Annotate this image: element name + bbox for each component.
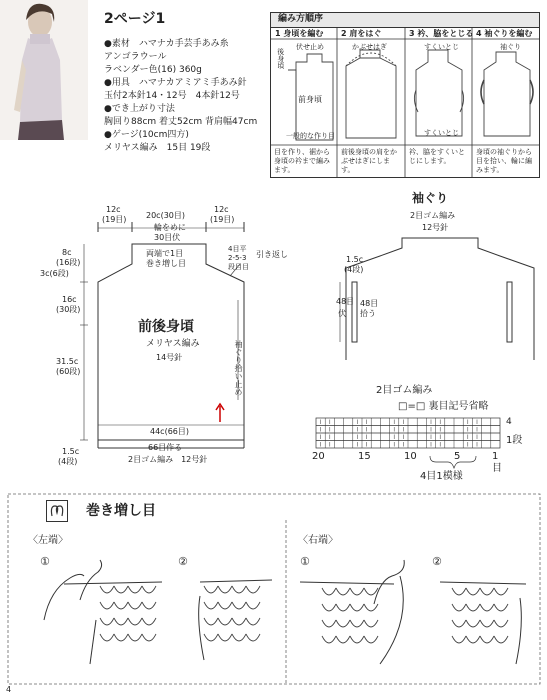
armhole-inner-2: 拾う xyxy=(360,309,376,318)
stitch-loop xyxy=(114,618,128,625)
stitch-loop xyxy=(232,602,246,609)
stitch-loop xyxy=(100,586,114,593)
finished-label: ●でき上がり寸法 xyxy=(104,104,175,114)
stitch-loop xyxy=(364,588,378,595)
rib-col-15: 15 xyxy=(358,451,371,462)
top-width-left: 12c xyxy=(106,205,121,214)
stitch-loop xyxy=(128,618,142,625)
rib-col-suffix: 目 xyxy=(492,463,502,474)
stitch-loop xyxy=(232,634,246,641)
rib-col-10: 10 xyxy=(404,451,417,462)
stitch-loop xyxy=(100,602,114,609)
dim-3c: 3c(6段) xyxy=(40,269,69,278)
stitch-loop xyxy=(128,602,142,609)
materials-label: ●素材 ハマナカ手芸手あみ糸 xyxy=(104,39,229,49)
step-3-caption: 衿、脇をすくいとじにします。 xyxy=(409,148,465,165)
dim-60-rows: (60段) xyxy=(56,367,81,376)
right-step-2: ② xyxy=(432,555,442,568)
stitch-loop xyxy=(204,634,218,641)
left-heading: 〈左端〉 xyxy=(28,535,68,546)
stitch-loop xyxy=(364,604,378,611)
armhole-needle: 12号針 xyxy=(422,223,449,232)
neck-cast-2: 巻き増し目 xyxy=(146,259,186,268)
step-3-title: 3 衿、脇をとじる xyxy=(409,29,474,38)
finished-sizes: 胸回り88cm 着丈52cm 背肩幅47cm xyxy=(104,117,258,127)
stitch-loop xyxy=(204,618,218,625)
stitch-loop xyxy=(322,620,336,627)
stitch-loop xyxy=(452,636,466,643)
stitch-loop xyxy=(128,634,142,641)
bottom-width: 44c(66目) xyxy=(150,427,189,436)
gauge-value: メリヤス編み 15目 19段 xyxy=(104,143,211,153)
stitch-loop xyxy=(336,604,350,611)
stitch-loop xyxy=(218,634,232,641)
stitch-loop xyxy=(114,586,128,593)
shoulder-note-2: 2-5-3 xyxy=(228,254,247,262)
page-number: 4 xyxy=(6,685,12,694)
shoulder-note-3: 段目目 xyxy=(228,263,249,271)
stitch-loop xyxy=(494,604,508,611)
armhole-dim-c: 1.5c xyxy=(346,255,364,264)
stitch-loop xyxy=(466,620,480,627)
step-3-seam-top: すくいとじ xyxy=(424,43,459,51)
stitch-loop xyxy=(204,586,218,593)
armhole-stitch: 2目ゴム編み xyxy=(410,211,456,220)
armhole-left-1: 48目 xyxy=(336,297,355,306)
stitch-loop xyxy=(246,634,260,641)
rib-col-1: 1 xyxy=(492,451,499,462)
stitch-loop xyxy=(142,634,156,641)
stitch-loop xyxy=(364,620,378,627)
stitch-loop xyxy=(218,586,232,593)
step-4-caption: 身頃の袖ぐりから目を拾い、輪に編みます。 xyxy=(476,148,532,174)
stitch-loop xyxy=(246,618,260,625)
stitch-loop xyxy=(452,604,466,611)
top-width-left-rows: (19目) xyxy=(102,215,127,224)
stitch-loop xyxy=(322,604,336,611)
rib-legend: □=□ 裏目記号省略 xyxy=(398,401,489,412)
stitch-loop xyxy=(350,620,364,627)
dim-8c: 8c xyxy=(62,248,72,257)
step-1-title: 1 身頃を編む xyxy=(275,29,324,38)
stitch-loop xyxy=(480,620,494,627)
stitch-loop xyxy=(350,588,364,595)
neck-note-2: 30目伏 xyxy=(154,233,181,242)
rib-repeat: 4目1模様 xyxy=(420,471,463,482)
left-step-2: ② xyxy=(178,555,188,568)
step-2-title: 2 肩をはぐ xyxy=(341,29,382,38)
dim-30-rows: (30段) xyxy=(56,305,81,314)
neck-note-1: 輪をめに xyxy=(154,223,186,232)
step-1-caption: 目を作り、裾から身頃の衿まで編みます。 xyxy=(274,148,330,174)
stitch-loop xyxy=(142,618,156,625)
tools-needles: 玉付2本針14・12号 4本針12号 xyxy=(104,91,240,101)
dim-4-rows: (4段) xyxy=(58,457,78,466)
stitch-loop xyxy=(494,588,508,595)
stitch-loop xyxy=(350,604,364,611)
materials-yarn: アンゴラウール xyxy=(104,52,167,62)
stitch-loop xyxy=(364,636,378,643)
stitch-loop xyxy=(114,602,128,609)
dim-31-5c: 31.5c xyxy=(56,357,79,366)
top-width-right-rows: (19目) xyxy=(210,215,235,224)
stitch-loop xyxy=(452,588,466,595)
body-title: 前後身頃 xyxy=(138,319,194,335)
step-4-armhole: 袖ぐり xyxy=(500,43,521,51)
armhole-left-2: 伏 xyxy=(338,309,346,318)
armhole-dim-rows: (4段) xyxy=(344,265,364,274)
gauge-label: ●ゲージ(10cm四方) xyxy=(104,130,189,140)
stitch-loop xyxy=(466,604,480,611)
stitch-loop xyxy=(246,602,260,609)
rib-needle: 2目ゴム編み 12号針 xyxy=(128,455,208,464)
stitch-loop xyxy=(100,634,114,641)
procedure-title: 編み方順序 xyxy=(278,14,324,24)
step-1-cast-on: 一般的な作り目 xyxy=(286,132,335,140)
model-photo xyxy=(0,0,88,140)
stitch-loop xyxy=(322,636,336,643)
rib-col-20: 20 xyxy=(312,451,325,462)
rib-row-4: 4 xyxy=(506,417,512,427)
stitch-loop xyxy=(218,602,232,609)
stitch-loop xyxy=(114,634,128,641)
rib-col-5: 5 xyxy=(454,451,461,462)
stitch-loop xyxy=(142,602,156,609)
right-step-1: ① xyxy=(300,555,310,568)
step-4-title: 4 袖ぐりを編む xyxy=(476,29,533,38)
armhole-inner-1: 48目 xyxy=(360,299,379,308)
stitch-loop xyxy=(218,618,232,625)
right-heading: 〈右端〉 xyxy=(298,535,338,546)
stitch-loop xyxy=(480,636,494,643)
stitch-loop xyxy=(336,588,350,595)
dim-16-rows: (16段) xyxy=(56,258,81,267)
stitch-loop xyxy=(128,586,142,593)
side-note: 袖ぐり拾い止め xyxy=(234,340,243,396)
rib-title: 2目ゴム編み xyxy=(376,385,433,396)
step-1-front: 前身頃 xyxy=(298,95,322,104)
stitch-loop xyxy=(204,602,218,609)
shoulder-note-1: 4目平 xyxy=(228,245,247,253)
stitch-loop xyxy=(100,618,114,625)
step-1-back: 後身頃 xyxy=(276,48,285,69)
left-step-1: ① xyxy=(40,555,50,568)
stitch-loop xyxy=(480,604,494,611)
stitch-loop xyxy=(480,588,494,595)
neck-cast-1: 両端で1目 xyxy=(146,249,184,258)
cast-on: 66目作る xyxy=(148,443,183,452)
body-needle: 14号針 xyxy=(156,353,183,362)
stitch-loop xyxy=(142,586,156,593)
stitch-loop xyxy=(322,588,336,595)
body-stitch: メリヤス編み xyxy=(146,339,200,349)
top-width-right: 12c xyxy=(214,205,229,214)
rib-row-1: 1段 xyxy=(506,435,523,446)
stitch-loop xyxy=(494,620,508,627)
tools-label: ●用具 ハマナカアミアミ手あみ針 xyxy=(104,78,247,88)
technique-icon xyxy=(46,500,68,522)
page-ref-title: 2ページ1 xyxy=(104,11,166,27)
stitch-loop xyxy=(336,620,350,627)
stitch-loop xyxy=(466,636,480,643)
materials-color: ラベンダー色(16) 360g xyxy=(104,65,202,75)
stitch-loop xyxy=(336,636,350,643)
step-2-seam: かぶせはぎ xyxy=(352,43,387,51)
step-2-caption: 前後身頃の肩をかぶせはぎにします。 xyxy=(341,148,397,174)
step-3-seam-bottom: すくいとじ xyxy=(424,129,459,137)
dim-1-5c: 1.5c xyxy=(62,447,80,456)
technique-title: 巻き増し目 xyxy=(86,503,156,519)
stitch-loop xyxy=(232,586,246,593)
top-width-neck: 20c(30目) xyxy=(146,211,185,220)
armhole-title: 袖ぐり xyxy=(412,191,449,205)
step-1-bind-off: 伏せ止め xyxy=(296,43,324,51)
stitch-loop xyxy=(350,636,364,643)
stitch-loop xyxy=(466,588,480,595)
stitch-loop xyxy=(246,586,260,593)
stitch-loop xyxy=(452,620,466,627)
stitch-loop xyxy=(232,618,246,625)
stitch-loop xyxy=(494,636,508,643)
dim-16c: 16c xyxy=(62,295,77,304)
shoulder-turn: 引き返し xyxy=(256,250,288,259)
